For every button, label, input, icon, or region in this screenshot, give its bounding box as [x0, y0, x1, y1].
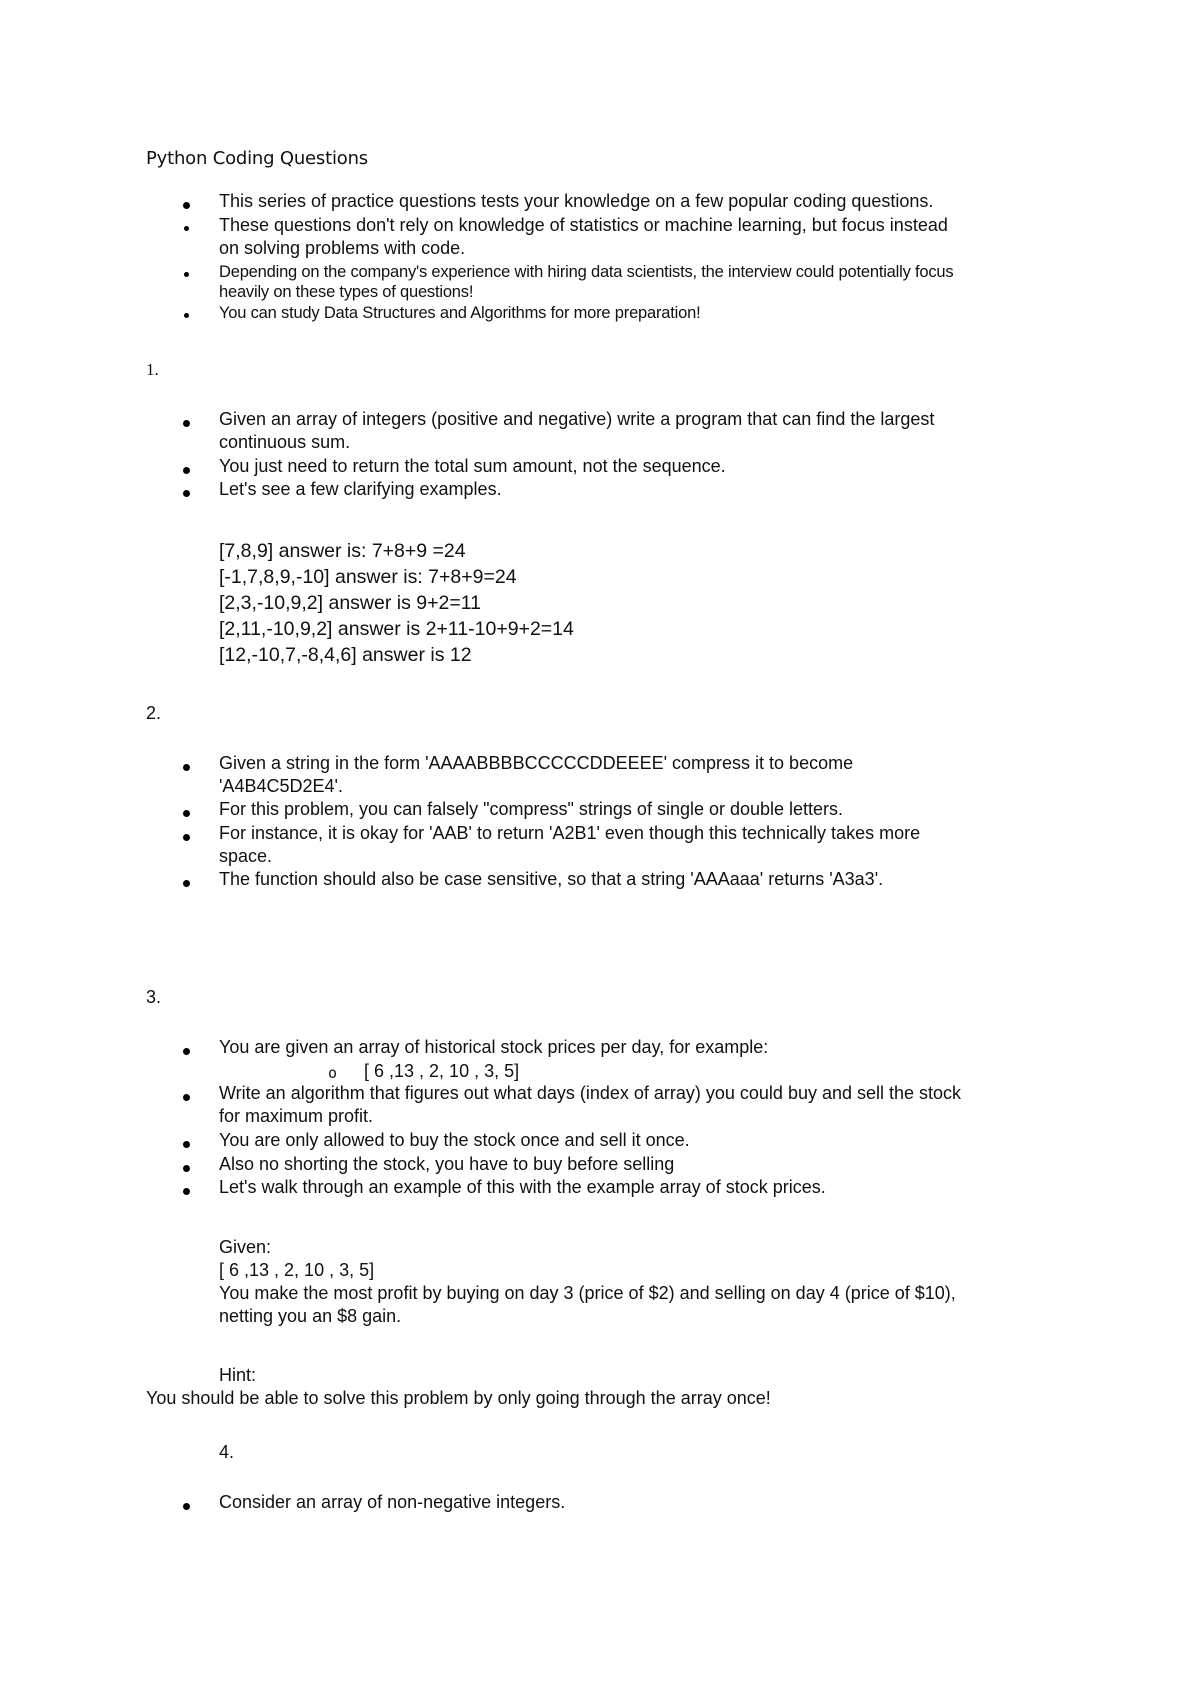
bullet-icon — [183, 467, 190, 474]
bullet-icon — [183, 880, 190, 887]
intro-bullet-2 — [219, 214, 948, 260]
bullet-text-line: space. — [219, 846, 273, 866]
q2-bullet-1 — [219, 752, 853, 798]
bullet-text-line: heavily on these types of questions! — [219, 283, 474, 301]
explanation-line: You make the most profit by buying on day 3 (price of $2) and selling on day 4 (price of $10), — [219, 1283, 956, 1303]
hint-label: Hint: — [219, 1365, 257, 1385]
explanation-line: netting you an $8 gain. — [219, 1306, 402, 1326]
q3-bullet-1 — [219, 1036, 768, 1059]
bullet-icon — [183, 810, 190, 817]
intro-bullet-1 — [219, 190, 933, 213]
bullet-text-line: Consider an array of non-negative integers. — [219, 1492, 566, 1512]
bullet-icon — [183, 202, 190, 209]
bullet-text-line: Given a string in the form 'AAAABBBBCCCCCDDEEEE' compress it to become — [219, 753, 854, 773]
bullet-text-line: For this problem, you can falsely "compress" strings of single or double letters. — [219, 799, 844, 819]
q4-bullet-1 — [219, 1491, 565, 1514]
question-3-number: 3. — [146, 987, 162, 1007]
bullet-icon — [183, 1094, 190, 1101]
bullet-text-line: 'A4B4C5D2E4'. — [219, 776, 343, 796]
q1-bullet-3 — [219, 478, 502, 501]
q3-sub-bullet-text: [ 6 ,13 , 2, 10 , 3, 5] — [364, 1061, 520, 1081]
bullet-icon — [184, 272, 189, 277]
bullet-icon — [183, 1503, 190, 1510]
bullet-icon — [183, 1048, 190, 1055]
bullet-text-line: You are given an array of historical stock prices per day, for example: — [219, 1037, 769, 1057]
bullet-text-line: For instance, it is okay for 'AAB' to return 'A2B1' even though this technically takes more — [219, 823, 921, 843]
bullet-text-line: These questions don't rely on knowledge of statistics or machine learning, but focus instead — [219, 215, 948, 235]
q1-bullet-1 — [219, 408, 934, 454]
q1-bullet-2 — [219, 455, 726, 478]
explanation — [219, 1282, 956, 1328]
bullet-text-line: Also no shorting the stock, you have to buy before selling — [219, 1154, 675, 1174]
bullet-icon — [183, 1188, 190, 1195]
q3-bullet-5 — [219, 1176, 826, 1199]
bullet-icon — [183, 1141, 190, 1148]
bullet-text-line: continuous sum. — [219, 432, 351, 452]
bullet-icon — [183, 764, 190, 771]
hint-text: You should be able to solve this problem by only going through the array once! — [146, 1388, 771, 1408]
q2-bullet-4 — [219, 868, 883, 891]
document-title: Python Coding Questions — [146, 148, 368, 169]
bullet-text-line: Let's walk through an example of this with the example array of stock prices. — [219, 1177, 826, 1197]
given-label: Given: — [219, 1237, 272, 1257]
question-4-number: 4. — [219, 1442, 235, 1462]
bullet-text-line: You are only allowed to buy the stock once and sell it once. — [219, 1130, 690, 1150]
given-array: [ 6 ,13 , 2, 10 , 3, 5] — [219, 1260, 375, 1280]
q3-bullet-3 — [219, 1129, 690, 1152]
question-1-number: 1. — [146, 360, 159, 379]
example-line: [2,3,-10,9,2] answer is 9+2=11 — [219, 592, 481, 614]
bullet-text-line: Let's see a few clarifying examples. — [219, 479, 502, 499]
q2-bullet-3 — [219, 822, 920, 868]
intro-bullet-4 — [219, 303, 700, 323]
bullet-text-line: Depending on the company's experience with hiring data scientists, the interview could potentially focus — [219, 263, 954, 281]
example-line: [-1,7,8,9,-10] answer is: 7+8+9=24 — [219, 566, 517, 588]
example-line: [2,11,-10,9,2] answer is 2+11-10+9+2=14 — [219, 618, 574, 640]
example-line: [7,8,9] answer is: 7+8+9 =24 — [219, 540, 466, 562]
q3-bullet-4 — [219, 1153, 674, 1176]
bullet-text-line: The function should also be case sensitive, so that a string 'AAAaaa' returns 'A3a3'. — [219, 869, 884, 889]
bullet-icon — [183, 490, 190, 497]
bullet-text-line: You just need to return the total sum amount, not the sequence. — [219, 456, 726, 476]
bullet-icon — [183, 420, 190, 427]
bullet-icon — [183, 1165, 190, 1172]
bullet-text-line: You can study Data Structures and Algorithms for more preparation! — [219, 304, 701, 322]
sub-bullet-icon: o — [328, 1064, 338, 1082]
example-line: [12,-10,7,-8,4,6] answer is 12 — [219, 644, 472, 666]
q2-bullet-2 — [219, 798, 843, 821]
bullet-icon — [183, 834, 190, 841]
bullet-text-line: on solving problems with code. — [219, 238, 466, 258]
bullet-icon — [184, 226, 189, 231]
bullet-text-line: for maximum profit. — [219, 1106, 374, 1126]
question-2-number: 2. — [146, 703, 162, 723]
q3-bullet-2 — [219, 1082, 961, 1128]
bullet-text-line: This series of practice questions tests your knowledge on a few popular coding questions. — [219, 191, 934, 211]
bullet-text-line: Given an array of integers (positive and negative) write a program that can find the largest — [219, 409, 935, 429]
intro-bullet-3 — [219, 262, 953, 302]
bullet-text-line: Write an algorithm that figures out what days (index of array) you could buy and sell the stock — [219, 1083, 962, 1103]
bullet-icon — [184, 313, 189, 318]
